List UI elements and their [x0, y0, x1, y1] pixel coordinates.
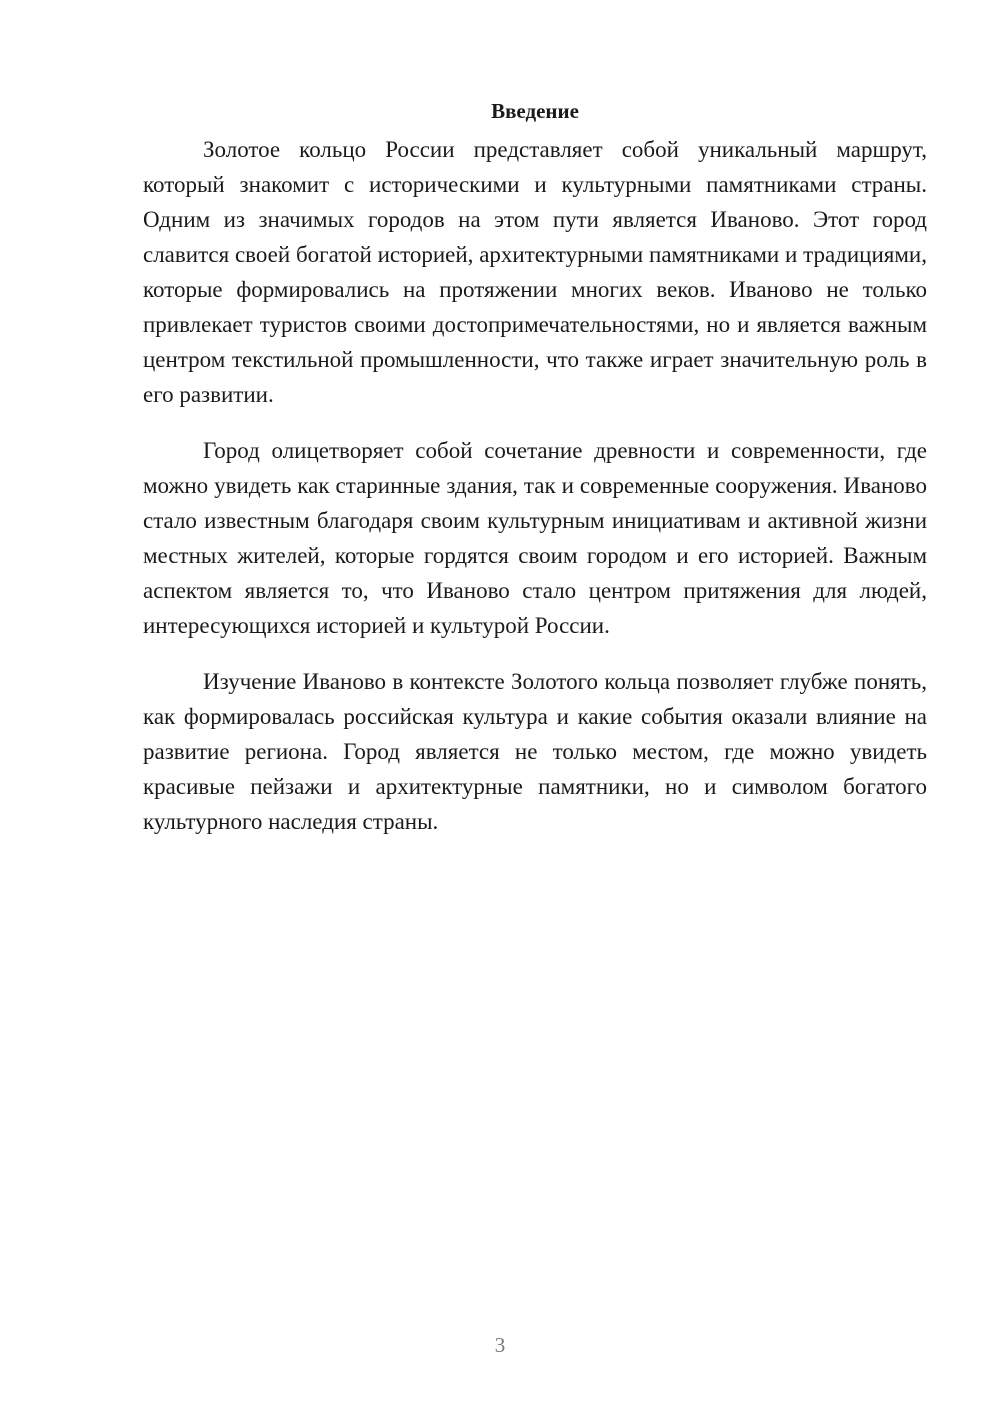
section-heading: Введение — [491, 99, 579, 123]
page-content — [143, 96, 927, 860]
paragraph-3: Изучение Иваново в контексте Золотого кольца позволяет глубже понять, как формировалась российская культура и какие события оказали влияние на развитие региона. Город является не только местом, где можно увидеть красивые пейзажи и архитектурные памятники, но и символом богатого культурного наследия страны. — [143, 669, 927, 834]
paragraph-1: Золотое кольцо России представляет собой уникальный маршрут, который знакомит с историческими и культурными памятниками страны. Одним из значимых городов на этом пути является Иваново. Этот город славится своей богатой историей, архитектурными памятниками и традициями, которые формировались на протяжении многих веков. Иваново не только привлекает туристов своими достопримечательностями, но и является важным центром текстильной промышленности, что также играет значительную роль в его развитии. — [143, 137, 927, 407]
page-number: 3 — [494, 1333, 506, 1357]
paragraph-2: Город олицетворяет собой сочетание древности и современности, где можно увидеть как старинные здания, так и современные сооружения. Иваново стало известным благодаря своим культурным инициативам и активной жизни местных жителей, которые гордятся своим городом и его историей. Важным аспектом является то, что Иваново стало центром притяжения для людей, интересующихся историей и культурой России. — [143, 438, 927, 638]
